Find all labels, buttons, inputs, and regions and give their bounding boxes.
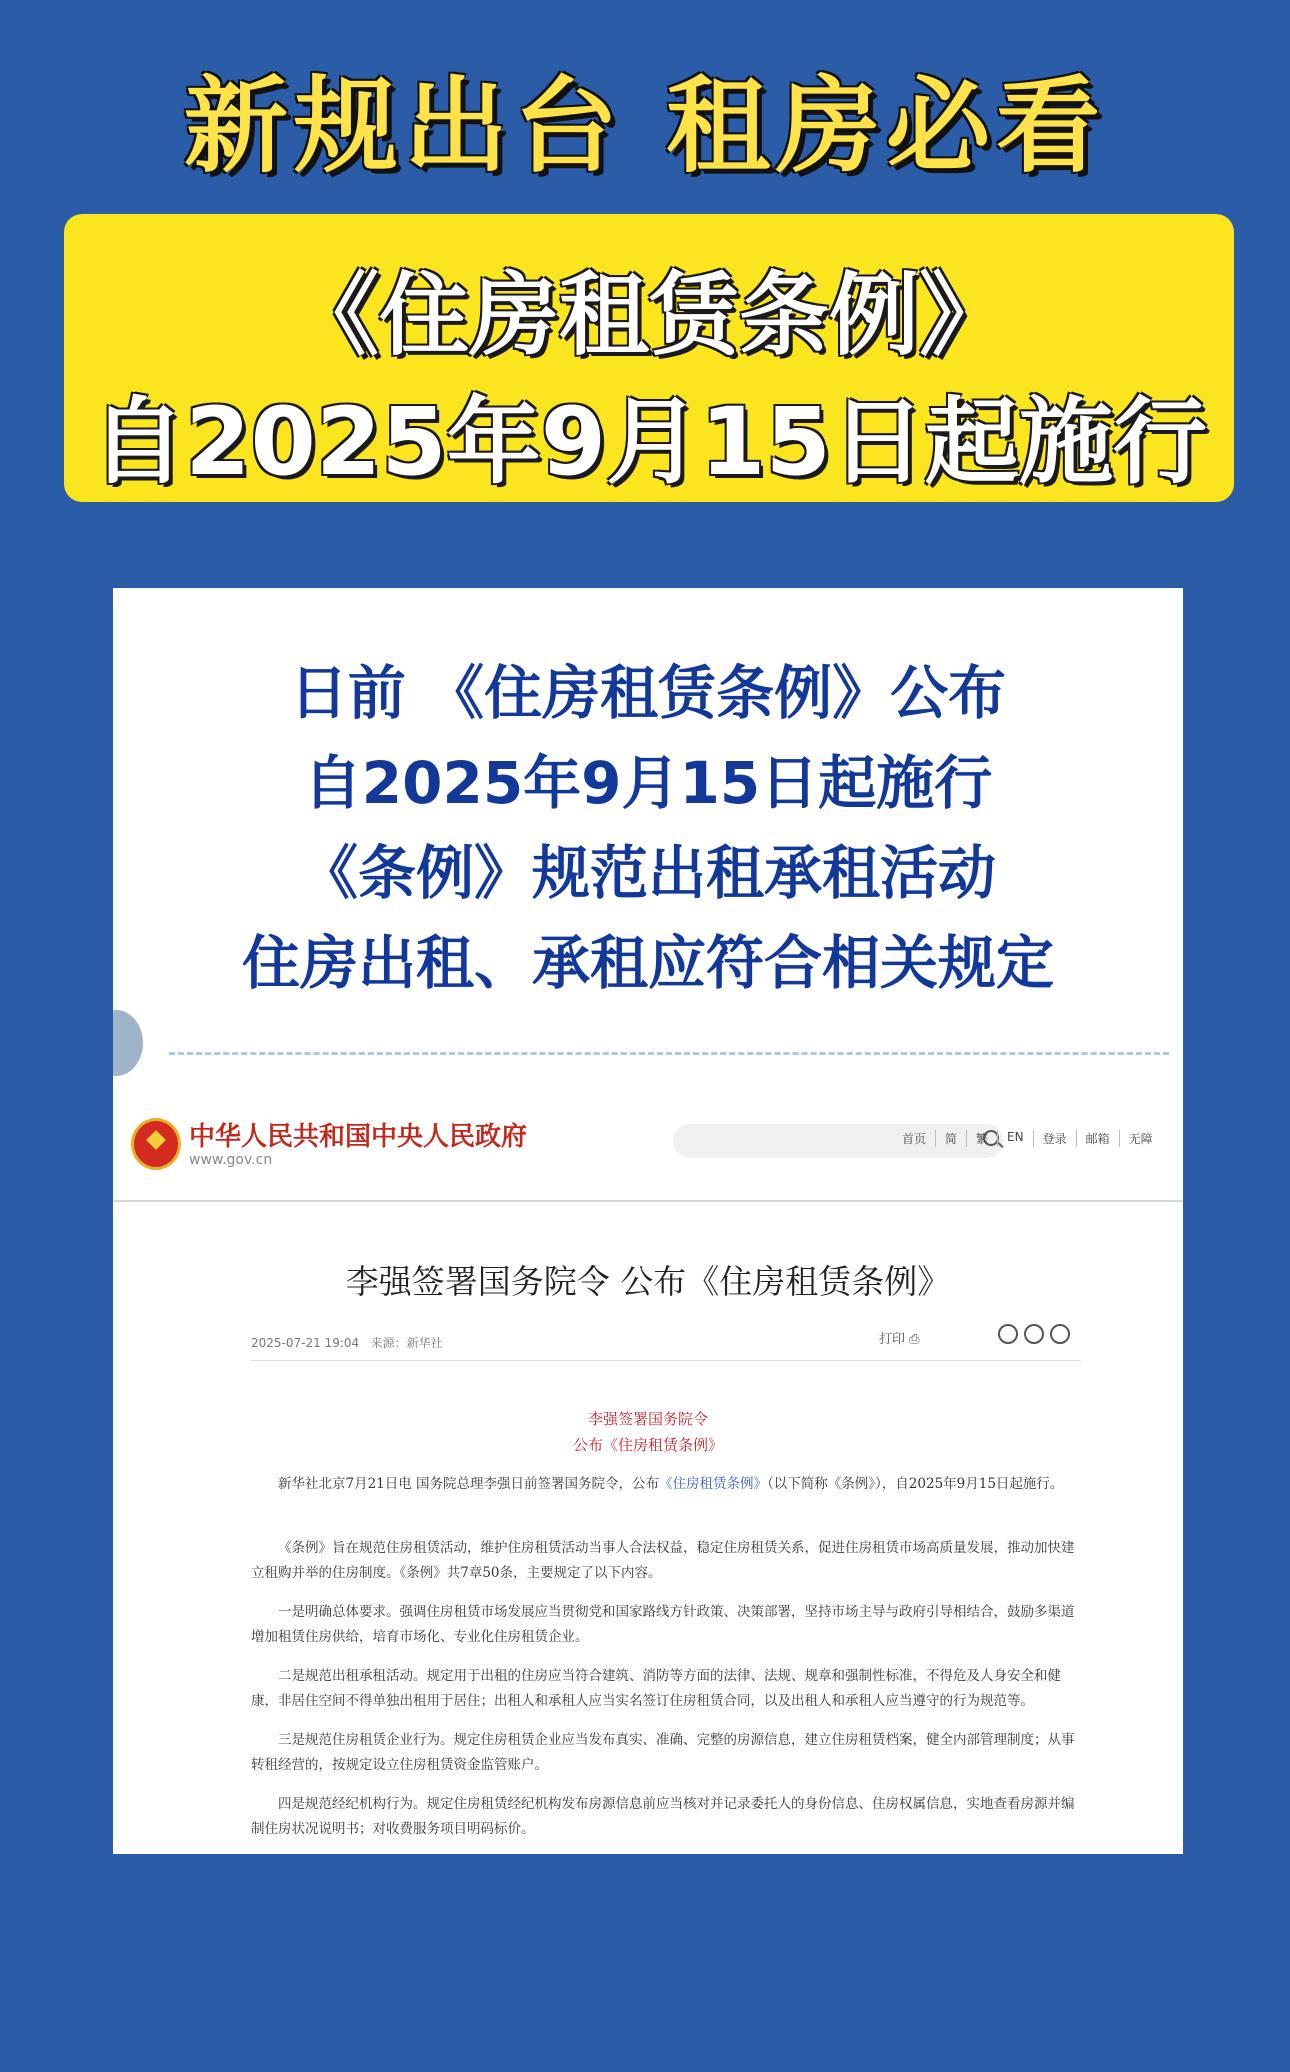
p1-text-a: 新华社北京7月21日电 国务院总理李强日前签署国务院令，公布 (278, 1476, 660, 1492)
card-line-4: 住房出租、承租应符合相关规定 (241, 929, 1054, 997)
nav-mail[interactable]: 邮箱 (1077, 1130, 1120, 1147)
gov-nav (893, 1130, 1162, 1147)
article-paragraph-4: 二是规范出租承租活动。规定用于出租的住房应当符合建筑、消防等方面的法律、法规、规章和强制性标准，不得危及人身安全和健康，非居住空间不得单独出租用于居住；出租人和承租人应当实名签订住房租赁合同，以及出租人和承租人应当遵守的行为规范等。 (251, 1668, 1061, 1709)
wechat-share-icon[interactable] (998, 1324, 1018, 1344)
nav-accessibility[interactable]: 无障 (1128, 1132, 1153, 1146)
p1-text-b: （以下简称《条例》），自2025年9月15日起施行。 (767, 1476, 1064, 1492)
nav-login[interactable]: 登录 (1034, 1130, 1077, 1147)
nav-home[interactable]: 首页 (893, 1130, 936, 1147)
gov-site-url: www.gov.cn (189, 1152, 273, 1168)
gov-site-header (113, 1108, 1183, 1202)
article-paragraph-5: 三是规范住房租赁企业行为。规定住房租赁企业应当发布真实、准确、完整的房源信息，建立住房租赁档案，健全内部管理制度；从事转租经营的，按规定设立住房租赁资金监管账户。 (251, 1732, 1075, 1773)
banner-title: 《住房租赁条例》 (289, 263, 1009, 368)
card-line-2: 自2025年9月15日起施行 (303, 749, 993, 817)
article-title: 李强签署国务院令 公布《住房租赁条例》 (345, 1262, 951, 1301)
article-paragraph-6: 四是规范经纪机构行为。规定住房租赁经纪机构发布房源信息前应当核对并记录委托人的身份信息、住房权属信息，实地查看房源并编制住房状况说明书；对收费服务项目明码标价。 (251, 1796, 1075, 1837)
nav-simplified[interactable]: 简 (936, 1130, 967, 1147)
banner-date: 自2025年9月15日起施行 (91, 388, 1207, 497)
document-card (113, 588, 1183, 1854)
decree-line-1: 李强签署国务院令 (587, 1410, 708, 1428)
nav-english[interactable]: EN (998, 1130, 1034, 1147)
card-line-3: 《条例》规范出租承租活动 (299, 839, 996, 907)
meta-divider (251, 1360, 1081, 1361)
card-line-1: 日前 《住房租赁条例》公布 (289, 659, 1007, 727)
floating-knob[interactable] (113, 1010, 143, 1076)
title-banner (64, 214, 1234, 502)
dashed-divider (169, 1052, 1169, 1055)
article-paragraph-3: 一是明确总体要求。强调住房租赁市场发展应当贯彻党和国家路线方针政策、决策部署，坚持市场主导与政府引导相结合，鼓励多渠道增加租赁住房供给，培育市场化、专业化住房租赁企业。 (251, 1604, 1075, 1645)
regulation-link[interactable]: 《住房租赁条例》 (659, 1476, 768, 1492)
print-label: 打印 (879, 1332, 906, 1347)
article-paragraph-1 (251, 1472, 1081, 1497)
nav-traditional[interactable]: 繁 (967, 1130, 998, 1147)
national-emblem-icon (131, 1118, 181, 1170)
article-source: 来源：新华社 (370, 1336, 443, 1350)
print-button[interactable]: 打印 ⎙ (879, 1332, 920, 1347)
headline: 新规出台 租房必看 (183, 65, 1107, 187)
article-date: 2025-07-21 19:04 (251, 1336, 360, 1350)
weibo-share-icon[interactable] (1024, 1324, 1044, 1344)
article-paragraph-2: 《条例》旨在规范住房租赁活动，维护住房租赁活动当事人合法权益，稳定住房租赁关系，促进住房租赁市场高质量发展，推动加快建立租购并举的住房制度。《条例》共7章50条，主要规定了以下内容。 (251, 1540, 1075, 1581)
favorite-star-icon[interactable] (1050, 1324, 1070, 1344)
decree-line-2: 公布《住房租赁条例》 (572, 1436, 723, 1454)
share-icons (998, 1324, 1070, 1344)
gov-site-name[interactable]: 中华人民共和国中央人民政府 (189, 1122, 528, 1152)
article-meta (251, 1334, 443, 1351)
